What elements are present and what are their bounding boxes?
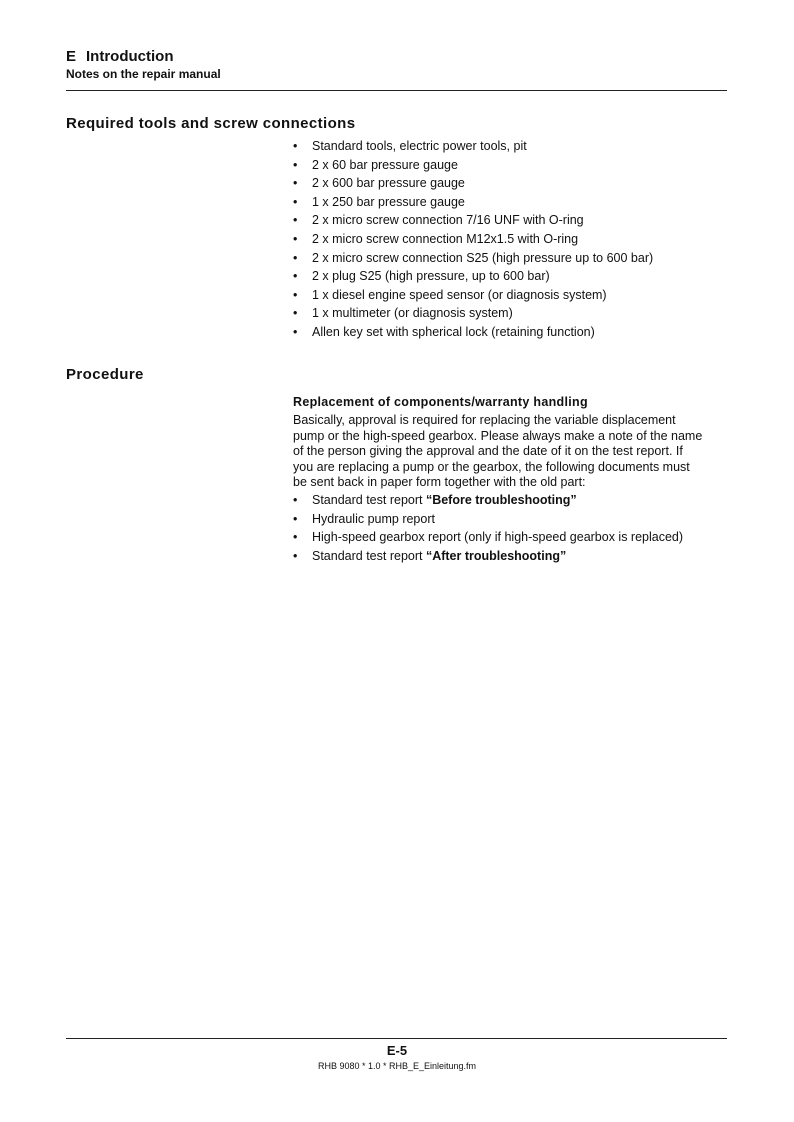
list-item: • 1 x multimeter (or diagnosis system)	[293, 304, 733, 323]
list-item: • 2 x 60 bar pressure gauge	[293, 156, 733, 175]
bullet-icon: •	[293, 511, 298, 526]
bullet-icon: •	[293, 213, 298, 228]
paragraph-line: you are replacing a pump or the gearbox, the following documents must	[293, 459, 690, 474]
bullet-icon: •	[293, 231, 298, 246]
bullet-icon: •	[293, 157, 298, 172]
chapter-heading	[66, 48, 727, 66]
list-item: • Standard test report “Before troubleshooting”	[293, 491, 733, 510]
report-reference-after: “After troubleshooting”	[425, 548, 567, 563]
bullet-icon: •	[293, 324, 298, 339]
list-item: • 2 x 600 bar pressure gauge	[293, 174, 733, 193]
chapter-letter: E	[66, 48, 77, 65]
tools-list	[293, 137, 733, 342]
bullet-icon: •	[293, 287, 298, 302]
footer-divider	[66, 1038, 727, 1039]
tools-section-title: Required tools and screw connections	[66, 115, 356, 132]
chapter-title: Introduction	[86, 48, 174, 65]
bullet-icon: •	[293, 306, 298, 321]
list-item: • Standard test report “After troubleshooting”	[293, 547, 733, 566]
list-item: • 1 x diesel engine speed sensor (or diagnosis system)	[293, 286, 733, 305]
bullet-icon: •	[293, 269, 298, 284]
list-item: • Standard tools, electric power tools, pit	[293, 137, 733, 156]
bullet-icon: •	[293, 176, 298, 191]
bullet-icon: •	[293, 530, 298, 545]
procedure-content	[293, 393, 733, 565]
bullet-icon: •	[293, 548, 298, 563]
procedure-paragraph	[293, 413, 733, 491]
documents-list	[293, 491, 733, 565]
paragraph-line: Basically, approval is required for replacing the variable displacement	[293, 413, 676, 427]
list-item: • 2 x micro screw connection 7/16 UNF with O-ring	[293, 211, 733, 230]
bullet-icon: •	[293, 492, 298, 507]
page-header	[66, 48, 727, 81]
list-item: • High-speed gearbox report (only if high-speed gearbox is replaced)	[293, 528, 733, 547]
chapter-subtitle: Notes on the repair manual	[66, 67, 221, 81]
procedure-section-title: Procedure	[66, 366, 144, 383]
report-reference-before: “Before troubleshooting”	[425, 492, 577, 507]
document-reference: RHB 9080 * 1.0 * RHB_E_Einleitung.fm	[317, 1061, 477, 1071]
header-divider	[66, 90, 727, 91]
paragraph-line: of the person giving the approval and the date of it on the test report. If	[293, 444, 683, 459]
list-item: • Allen key set with spherical lock (retaining function)	[293, 323, 733, 342]
paragraph-line: pump or the high-speed gearbox. Please always make a note of the name	[293, 428, 703, 443]
bullet-icon: •	[293, 139, 298, 153]
bullet-icon: •	[293, 250, 298, 265]
tools-list-container	[293, 137, 733, 342]
page-number: E-5	[386, 1043, 408, 1058]
list-item: • Hydraulic pump report	[293, 510, 733, 529]
paragraph-line: be sent back in paper form together with the old part:	[293, 475, 586, 490]
bullet-icon: •	[293, 194, 298, 209]
list-item: • 2 x micro screw connection S25 (high pressure up to 600 bar)	[293, 249, 733, 268]
list-item: • 1 x 250 bar pressure gauge	[293, 193, 733, 212]
procedure-subheading: Replacement of components/warranty handling	[293, 395, 588, 409]
list-item: • 2 x micro screw connection M12x1.5 with O-ring	[293, 230, 733, 249]
list-item: • 2 x plug S25 (high pressure, up to 600 bar)	[293, 267, 733, 286]
